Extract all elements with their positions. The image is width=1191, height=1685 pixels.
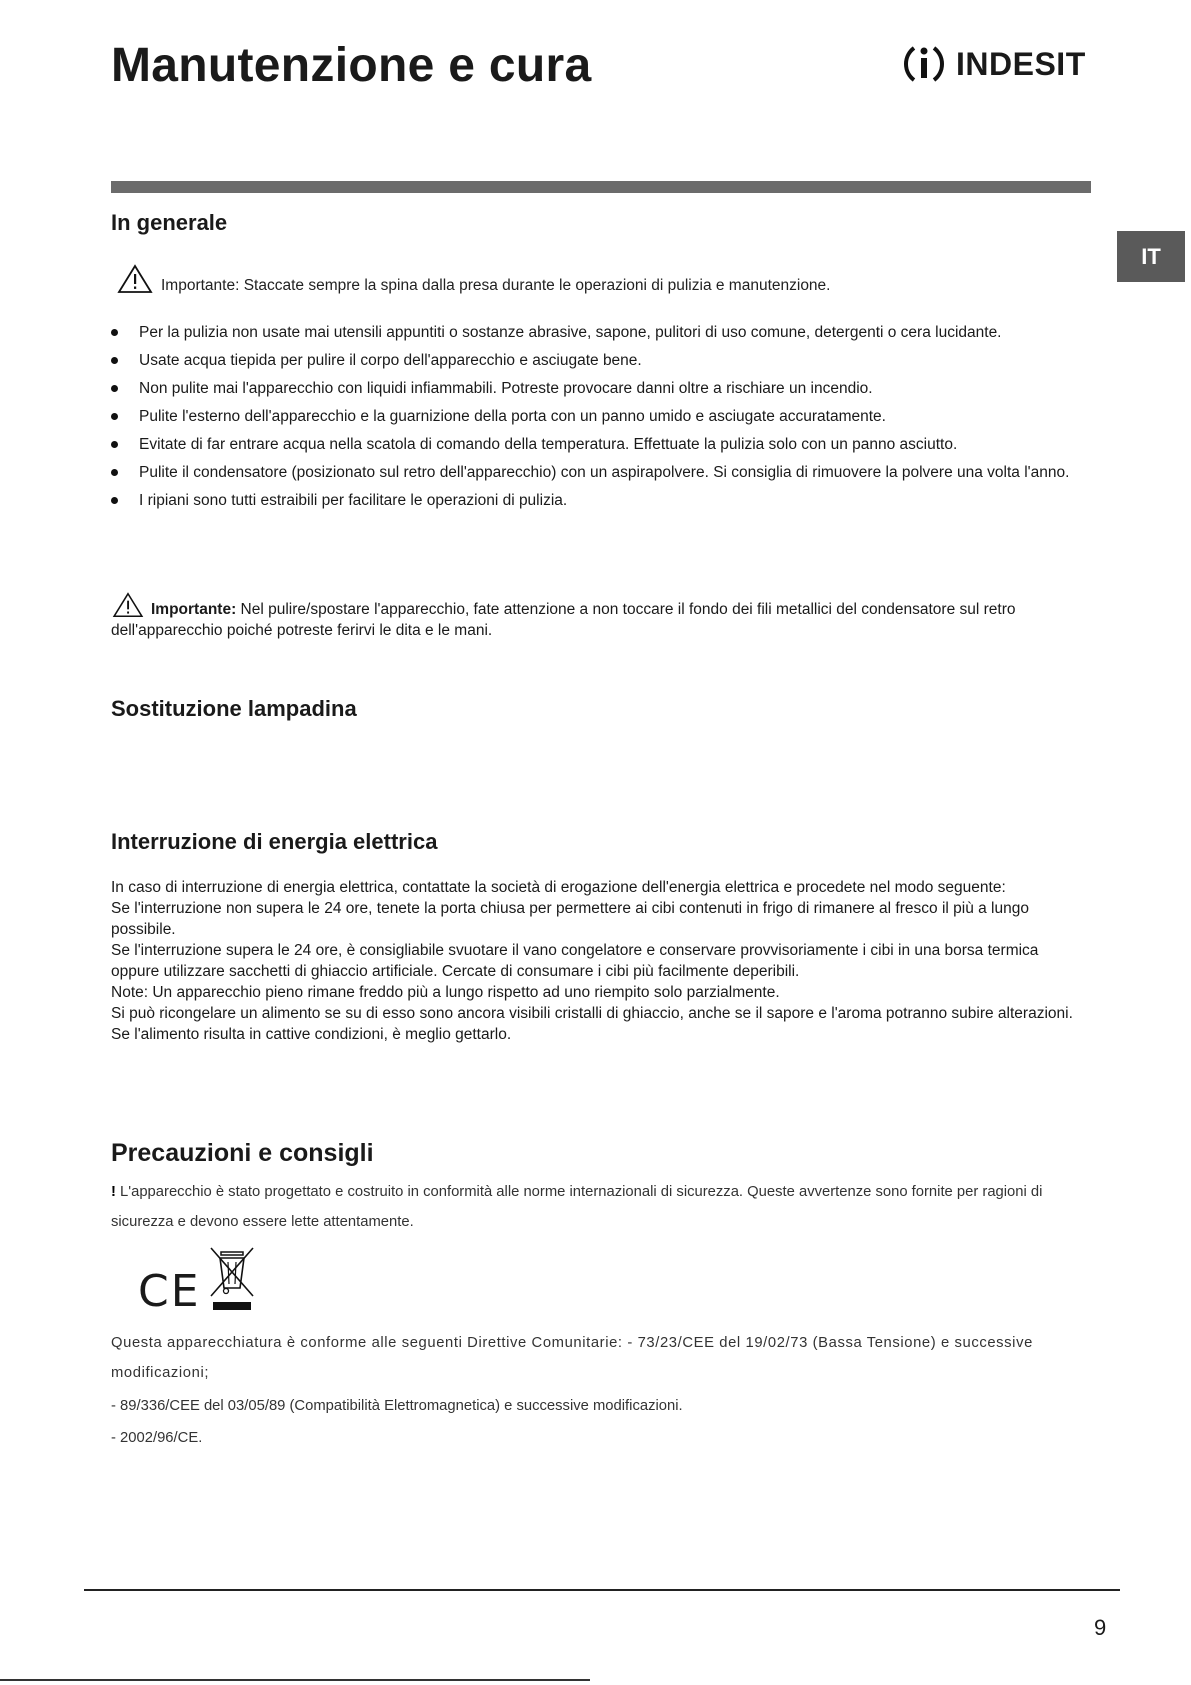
precautions-intro	[111, 1177, 1076, 1237]
list-item: Pulite l'esterno dell'apparecchio e la guarnizione della porta con un panno umido e asciugate accuratamente.	[111, 406, 1071, 427]
brand-name: INDESIT	[956, 45, 1086, 82]
paragraph-line: Note: Un apparecchio pieno rimane freddo più a lungo rispetto ad uno riempito solo parzialmente.	[111, 984, 780, 1001]
exclamation-mark: !	[111, 1184, 116, 1200]
warning-triangle-icon	[117, 264, 153, 294]
precautions-intro-text: L'apparecchio è stato progettato e costruito in conformità alle norme internazionali di sicurezza. Queste avvertenze sono fornite per ragioni di sicurezza e devono essere lette attentamente.	[111, 1184, 1043, 1230]
brand-logo	[900, 40, 1086, 88]
page-edge-rule	[0, 1679, 590, 1681]
indesit-logo-icon	[900, 40, 948, 88]
crossed-bin-icon	[207, 1246, 257, 1314]
paragraph-line: In caso di interruzione di energia elettrica, contattate la società di erogazione dell'energia elettrica e procedete nel modo seguente:	[111, 879, 1006, 896]
warning-general-text: Importante: Staccate sempre la spina dalla presa durante le operazioni di pulizia e manutenzione.	[161, 277, 831, 294]
cleaning-bullet-list	[111, 322, 1071, 518]
footer-divider	[84, 1589, 1120, 1591]
paragraph-line: Se l'interruzione non supera le 24 ore, tenete la porta chiusa per permettere ai cibi contenuti in frigo di rimanere al fresco il più a lungo possibile.	[111, 900, 1029, 938]
section-heading-lamp: Sostituzione lampadina	[111, 696, 357, 721]
directive-line: - 89/336/CEE del 03/05/89 (Compatibilità Elettromagnetica) e successive modificazioni.	[111, 1398, 683, 1414]
language-tab: IT	[1117, 231, 1185, 282]
list-item: Usate acqua tiepida per pulire il corpo dell'apparecchio e asciugate bene.	[111, 350, 1071, 371]
list-item: Evitate di far entrare acqua nella scatola di comando della temperatura. Effettuate la pulizia solo con un panno asciutto.	[111, 434, 1071, 455]
list-item: Non pulite mai l'apparecchio con liquidi infiammabili. Potreste provocare danni oltre a rischiare un incendio.	[111, 378, 1071, 399]
list-item: Per la pulizia non usate mai utensili appuntiti o sostanze abrasive, sapone, pulitori di uso comune, detergenti o cera lucidante.	[111, 322, 1071, 343]
warning-general	[117, 264, 1077, 295]
directives-intro: Questa apparecchiatura è conforme alle seguenti Direttive Comunitarie: - 73/23/CEE del 19/02/73 (Bassa Tensione) e successive modificazioni;	[111, 1335, 1033, 1381]
page-title: Manutenzione e cura	[111, 39, 592, 92]
header-divider	[111, 181, 1091, 193]
page-number: 9	[1094, 1615, 1107, 1640]
section-heading-precautions: Precauzioni e consigli	[111, 1139, 374, 1167]
warning-condenser-label: Importante:	[151, 601, 237, 618]
warning-triangle-icon	[111, 592, 145, 618]
directive-line: - 2002/96/CE.	[111, 1430, 203, 1446]
ce-mark-icon: CE	[138, 1266, 201, 1317]
section-heading-general: In generale	[111, 210, 228, 235]
paragraph-line: Se l'interruzione supera le 24 ore, è consigliabile svuotare il vano congelatore e conservare provvisoriamente i cibi in una borsa termica oppure utilizzare sacchetti di ghiaccio artificiale. Cercate di consumare i cibi più facilmente deperibili.	[111, 942, 1039, 980]
section-heading-power: Interruzione di energia elettrica	[111, 829, 438, 854]
compliance-marks	[138, 1246, 257, 1317]
list-item: Pulite il condensatore (posizionato sul retro dell'apparecchio) con un aspirapolvere. Si consiglia di rimuovere la polvere una volta l'anno.	[111, 462, 1071, 483]
warning-condenser-text: Nel pulire/spostare l'apparecchio, fate attenzione a non toccare il fondo dei fili metallici del condensatore sul retro dell'apparecchio poiché potreste ferirvi le dita e le mani.	[111, 601, 1016, 639]
paragraph-line: Si può ricongelare un alimento se su di esso sono ancora visibili cristalli di ghiaccio, anche se il sapore e l'aroma potranno subire alterazioni. Se l'alimento risulta in cattive condizioni, è meglio gettarlo.	[111, 1005, 1073, 1043]
list-item: I ripiani sono tutti estraibili per facilitare le operazioni di pulizia.	[111, 490, 1071, 511]
warning-condenser	[111, 592, 1076, 641]
power-outage-text	[111, 877, 1076, 1045]
